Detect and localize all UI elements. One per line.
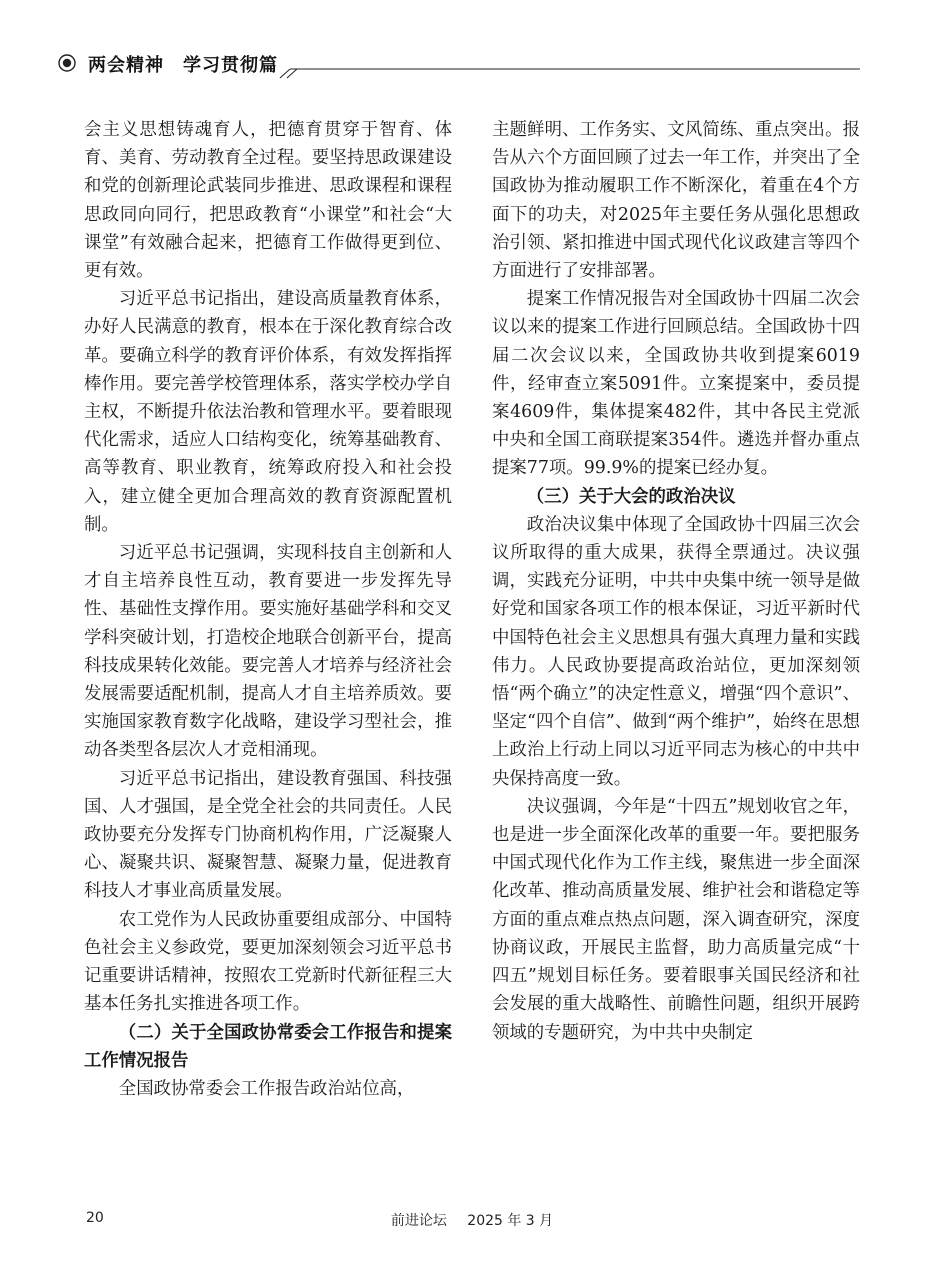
page-footer (0, 1210, 944, 1234)
paragraph: 提案工作情况报告对全国政协十四届二次会议以来的提案工作进行回顾总结。全国政协十四届二次会议以来，全国政协共收到提案6019件，经审查立案5091件。立案提案中，委员提案4609件，集体提案482件，其中各民主党派中央和全国工商联提案354件。遴选并督办重点提案77项。99.9%的提案已经办复。 (492, 289, 860, 479)
paragraph: 习近平总书记指出，建设教育强国、科技强国、人才强国，是全党全社会的共同责任。人民政协要充分发挥专门协商机构作用，广泛凝聚人心、凝聚共识、凝聚智慧、凝聚力量，促进教育科技人才事业高质量发展。 (84, 768, 452, 902)
paragraph: 会主义思想铸魂育人，把德育贯穿于智育、体育、美育、劳动教育全过程。要坚持思政课建设和党的创新理论武装同步推进、思政课程和课程思政同向同行，把思政教育“小课堂”和社会“大课堂”有效融合起来，把德育工作做得更到位、更有效。 (84, 120, 452, 282)
paragraph: 决议强调，今年是“十四五”规划收官之年，也是进一步全面深化改革的重要一年。要把服务中国式现代化作为工作主线，聚焦进一步全面深化改革、推动高质量发展、维护社会和谐稳定等方面的重点难点热点问题，深入调查研究，深度协商议政，开展民主监督，助力高质量完成“十四五”规划目标任务。要着眼事关国民经济和社会发展的重大战略性、前瞻性问题，组织开展跨领域的专题研究，为中共中央制定 (492, 796, 860, 1043)
left-column (84, 116, 452, 1103)
section-title: 两会精神 学习贯彻篇 (88, 55, 278, 76)
paragraph: 全国政协常委会工作报告政治站位高， (118, 1078, 415, 1099)
paragraph: 主题鲜明、工作务实、文风简练、重点突出。报告从六个方面回顾了过去一年工作，并突出了全国政协为推动履职工作不断深化，着重在4个方面下的功夫，对2025年主要任务从强化思想政治引领、紧扣推进中国式现代化议政建言等四个方面进行了安排部署。 (492, 120, 860, 282)
paragraph: 习近平总书记指出，建设高质量教育体系，办好人民满意的教育，根本在于深化教育综合改革。要确立科学的教育评价体系，有效发挥指挥棒作用。要完善学校管理体系，落实学校办学自主权，不断提升依法治教和管理水平。要着眼现代化需求，适应人口结构变化，统筹基础教育、高等教育、职业教育，统筹政府投入和社会投入，建立健全更加合理高效的教育资源配置机制。 (84, 289, 452, 535)
publication-name: 前进论坛 (390, 1213, 447, 1229)
target-circle-icon (58, 54, 76, 72)
section-heading: （二）关于全国政协常委会工作报告和提案工作情况报告 (84, 1022, 452, 1071)
section-heading: （三）关于大会的政治决议 (526, 486, 736, 507)
issue-date: 2025 年 3 月 (467, 1213, 554, 1229)
running-header (58, 48, 860, 82)
paragraph: 农工党作为人民政协重要组成部分、中国特色社会主义参政党，要更加深刻领会习近平总书记重要讲话精神，按照农工党新时代新征程三大基本任务扎实推进各项工作。 (84, 909, 452, 1015)
paragraph: 习近平总书记强调，实现科技自主创新和人才自主培养良性互动，教育要进一步发挥先导性、基础性支撑作用。要实施好基础学科和交叉学科突破计划，打造校企地联合创新平台，提高科技成果转化效能。要完善人才培养与经济社会发展需要适配机制，提高人才自主培养质效。要实施国家教育数字化战略，建设学习型社会，推动各类型各层次人才竞相涌现。 (84, 543, 452, 761)
page-number: 20 (86, 1210, 104, 1226)
footer-publication-info (0, 1210, 944, 1230)
paragraph: 政治决议集中体现了全国政协十四届三次会议所取得的重大成果，获得全票通过。决议强调，实践充分证明，中共中央集中统一领导是做好党和国家各项工作的根本保证，习近平新时代中国特色社会主义思想具有强大真理力量和实践伟力。人民政协要提高政治站位，更加深刻领悟“两个确立”的决定性意义，增强“四个意识”、坚定“四个自信”、做到“两个维护”，始终在思想上政治上行动上同以习近平同志为核心的中共中央保持高度一致。 (492, 514, 860, 789)
right-column (492, 116, 860, 1047)
